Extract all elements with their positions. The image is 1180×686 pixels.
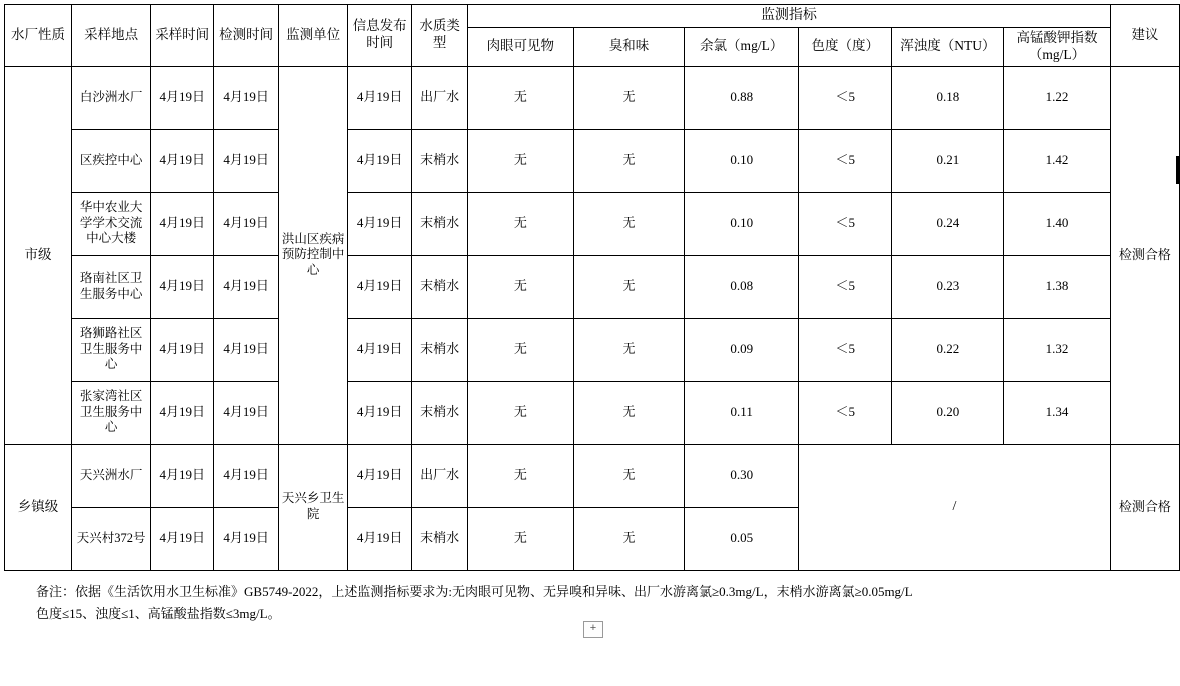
- table-row: [5, 129, 1180, 192]
- header-water-quality: 水厂性质: [5, 5, 72, 67]
- test-time: 4月19日: [214, 318, 279, 381]
- indicator-visible: 无: [468, 507, 574, 570]
- header-indicator-visible: 肉眼可见物: [468, 27, 574, 66]
- water-type: 末梢水: [412, 129, 468, 192]
- table-row: [5, 192, 1180, 255]
- publish-time: 4月19日: [348, 381, 412, 444]
- header-indicator-odor: 臭和味: [573, 27, 685, 66]
- header-indicator-chlorine: 余氯（mg/L）: [685, 27, 799, 66]
- water-type: 末梢水: [412, 192, 468, 255]
- indicator-permanganate: 1.40: [1004, 192, 1111, 255]
- site-name: 珞狮路社区卫生服务中心: [72, 318, 151, 381]
- test-time: 4月19日: [214, 255, 279, 318]
- site-name: 华中农业大学学术交流中心大楼: [72, 192, 151, 255]
- indicator-permanganate: 1.34: [1004, 381, 1111, 444]
- table-row: [5, 318, 1180, 381]
- site-name: 天兴洲水厂: [72, 444, 151, 507]
- indicator-chroma: ＜5: [799, 381, 892, 444]
- indicator-not-applicable: /: [799, 444, 1111, 570]
- table-row: [5, 255, 1180, 318]
- indicator-turbidity: 0.23: [892, 255, 1004, 318]
- header-water-type: 水质类型: [412, 5, 468, 67]
- indicator-chlorine: 0.10: [685, 129, 799, 192]
- site-name: 珞南社区卫生服务中心: [72, 255, 151, 318]
- indicator-chroma: ＜5: [799, 66, 892, 129]
- indicator-odor: 无: [573, 507, 685, 570]
- indicator-odor: 无: [573, 129, 685, 192]
- indicator-chroma: ＜5: [799, 192, 892, 255]
- header-indicator-chroma: 色度（度）: [799, 27, 892, 66]
- indicator-chroma: ＜5: [799, 318, 892, 381]
- header-row-top: [5, 5, 1180, 28]
- indicator-chlorine: 0.05: [685, 507, 799, 570]
- document-page: [0, 4, 1180, 686]
- site-name: 区疾控中心: [72, 129, 151, 192]
- suggestion-city: 检测合格: [1110, 66, 1179, 444]
- sample-time: 4月19日: [151, 444, 214, 507]
- publish-time: 4月19日: [348, 129, 412, 192]
- indicator-turbidity: 0.20: [892, 381, 1004, 444]
- indicator-odor: 无: [573, 381, 685, 444]
- indicator-permanganate: 1.42: [1004, 129, 1111, 192]
- publish-time: 4月19日: [348, 444, 412, 507]
- indicator-turbidity: 0.21: [892, 129, 1004, 192]
- publish-time: 4月19日: [348, 318, 412, 381]
- water-type: 末梢水: [412, 507, 468, 570]
- publish-time: 4月19日: [348, 507, 412, 570]
- sample-time: 4月19日: [151, 192, 214, 255]
- footnote-line-2: 色度≤15、浊度≤1、高锰酸盐指数≤3mg/L。: [36, 605, 281, 621]
- test-time: 4月19日: [214, 444, 279, 507]
- sample-time: 4月19日: [151, 381, 214, 444]
- expand-row-button[interactable]: +: [583, 621, 603, 638]
- indicator-chroma: ＜5: [799, 255, 892, 318]
- page-edge-marker: [1176, 156, 1180, 184]
- indicator-odor: 无: [573, 444, 685, 507]
- publish-time: 4月19日: [348, 66, 412, 129]
- header-monitor-unit: 监测单位: [279, 5, 348, 67]
- sample-time: 4月19日: [151, 318, 214, 381]
- indicator-chlorine: 0.08: [685, 255, 799, 318]
- publish-time: 4月19日: [348, 255, 412, 318]
- indicator-chroma: ＜5: [799, 129, 892, 192]
- sample-time: 4月19日: [151, 507, 214, 570]
- table-row: [5, 444, 1180, 507]
- indicator-visible: 无: [468, 66, 574, 129]
- indicator-chlorine: 0.10: [685, 192, 799, 255]
- test-time: 4月19日: [214, 66, 279, 129]
- test-time: 4月19日: [214, 129, 279, 192]
- indicator-turbidity: 0.18: [892, 66, 1004, 129]
- header-publish-time: 信息发布时间: [348, 5, 412, 67]
- header-indicator-permanganate: 高锰酸钾指数（mg/L）: [1004, 27, 1111, 66]
- table-row: [5, 66, 1180, 129]
- header-indicator-turbidity: 浑浊度（NTU）: [892, 27, 1004, 66]
- water-type: 末梢水: [412, 381, 468, 444]
- indicator-visible: 无: [468, 255, 574, 318]
- sample-time: 4月19日: [151, 129, 214, 192]
- indicator-permanganate: 1.22: [1004, 66, 1111, 129]
- test-time: 4月19日: [214, 192, 279, 255]
- indicator-odor: 无: [573, 255, 685, 318]
- header-sample-site: 采样地点: [72, 5, 151, 67]
- water-type: 末梢水: [412, 255, 468, 318]
- footnote: [0, 581, 1180, 625]
- indicator-visible: 无: [468, 318, 574, 381]
- header-test-time: 检测时间: [214, 5, 279, 67]
- indicator-chlorine: 0.11: [685, 381, 799, 444]
- monitor-unit-township: 天兴乡卫生院: [279, 444, 348, 570]
- table-row: [5, 381, 1180, 444]
- header-sample-time: 采样时间: [151, 5, 214, 67]
- indicator-chlorine: 0.88: [685, 66, 799, 129]
- indicator-odor: 无: [573, 192, 685, 255]
- site-name: 张家湾社区卫生服务中心: [72, 381, 151, 444]
- category-township: 乡镇级: [5, 444, 72, 570]
- indicator-visible: 无: [468, 129, 574, 192]
- site-name: 白沙洲水厂: [72, 66, 151, 129]
- header-indicators-group: 监测指标: [468, 5, 1111, 28]
- water-type: 出厂水: [412, 66, 468, 129]
- indicator-chlorine: 0.09: [685, 318, 799, 381]
- indicator-turbidity: 0.22: [892, 318, 1004, 381]
- indicator-visible: 无: [468, 381, 574, 444]
- water-type: 末梢水: [412, 318, 468, 381]
- indicator-permanganate: 1.38: [1004, 255, 1111, 318]
- indicator-chlorine: 0.30: [685, 444, 799, 507]
- indicator-turbidity: 0.24: [892, 192, 1004, 255]
- sample-time: 4月19日: [151, 255, 214, 318]
- category-city: 市级: [5, 66, 72, 444]
- site-name: 天兴村372号: [72, 507, 151, 570]
- indicator-odor: 无: [573, 66, 685, 129]
- footnote-line-1: 依据《生活饮用水卫生标准》GB5749-2022，上述监测指标要求为:无肉眼可见物、无异嗅和异味、出厂水游离氯≥0.3mg/L，末梢水游离氯≥0.05mg/L: [75, 583, 913, 599]
- indicator-visible: 无: [468, 192, 574, 255]
- indicator-permanganate: 1.32: [1004, 318, 1111, 381]
- header-suggestion: 建议: [1110, 5, 1179, 67]
- suggestion-township: 检测合格: [1110, 444, 1179, 570]
- monitor-unit-city: 洪山区疾病预防控制中心: [279, 66, 348, 444]
- publish-time: 4月19日: [348, 192, 412, 255]
- footnote-label: 备注：: [36, 583, 76, 599]
- water-quality-report-table: [4, 4, 1180, 571]
- water-type: 出厂水: [412, 444, 468, 507]
- sample-time: 4月19日: [151, 66, 214, 129]
- test-time: 4月19日: [214, 381, 279, 444]
- test-time: 4月19日: [214, 507, 279, 570]
- indicator-odor: 无: [573, 318, 685, 381]
- indicator-visible: 无: [468, 444, 574, 507]
